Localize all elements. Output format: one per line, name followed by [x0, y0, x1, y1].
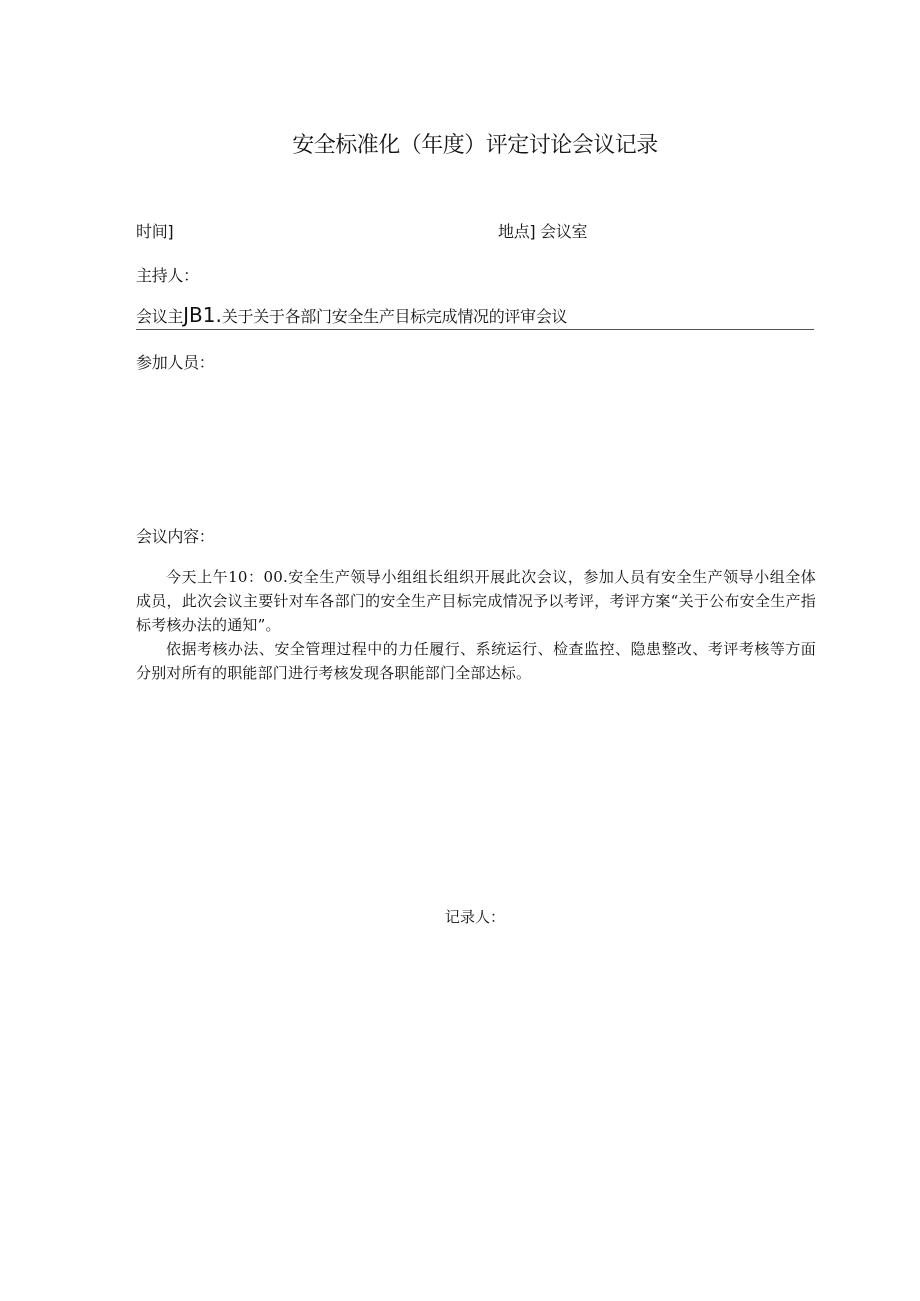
content-field	[136, 524, 215, 547]
topic-code: JB1.	[183, 303, 222, 327]
host-field	[136, 263, 199, 286]
meeting-content	[136, 565, 816, 685]
host-label: 主持人：	[136, 266, 199, 285]
content-label: 会议内容：	[136, 527, 215, 546]
topic-field	[136, 303, 814, 330]
time-field	[136, 219, 173, 242]
content-paragraph-1: 今天上午10：00.安全生产领导小组组长组织开展此次会议，参加人员有安全生产领导小组全体成员，此次会议主要针对车各部门的安全生产目标完成情况予以考评，考评方案“关于公布安全生产指标考核办法的通知”。	[136, 568, 816, 634]
recorder-label: 记录人：	[445, 908, 506, 926]
time-label: 时间]	[136, 222, 174, 241]
attendees-field	[136, 350, 215, 373]
topic-prefix: 会议主	[136, 307, 184, 326]
place-value: 会议室	[540, 222, 588, 241]
content-paragraph-2: 依据考核办法、安全管理过程中的力任履行、系统运行、检查监控、隐患整改、考评考核等方面分别对所有的职能部门进行考核发现各职能部门全部达标。	[136, 640, 816, 682]
place-field	[498, 219, 587, 242]
topic-text: 关于关于各部门安全生产目标完成情况的评审会议	[221, 307, 568, 326]
place-label: 地点]	[498, 222, 536, 241]
attendees-label: 参加人员：	[136, 353, 215, 372]
document-title: 安全标准化（年度）评定讨论会议记录	[292, 133, 658, 158]
